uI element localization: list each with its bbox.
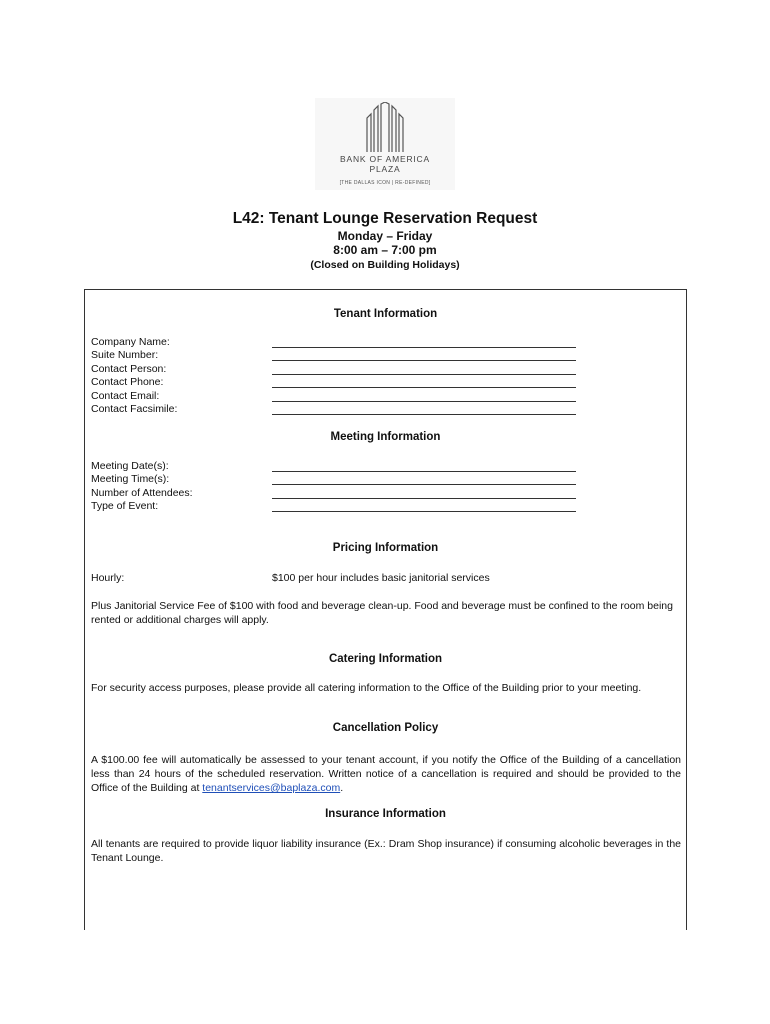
blank-line[interactable] [272, 376, 576, 388]
field-label: Suite Number: [91, 349, 159, 361]
field-label: Company Name: [91, 336, 170, 348]
hourly-label: Hourly: [91, 572, 125, 584]
cancellation-text [91, 753, 681, 795]
meeting-dates-field[interactable] [91, 460, 681, 474]
cancellation-period: . [340, 782, 344, 794]
blank-line[interactable] [272, 403, 576, 415]
logo-name: BANK OF AMERICA [340, 154, 430, 164]
hourly-value: $100 per hour includes basic janitorial services [272, 572, 490, 584]
company-name-field[interactable] [91, 336, 681, 350]
meeting-times-field[interactable] [91, 473, 681, 487]
catering-text: For security access purposes, please provide all catering information to the Office of the Building prior to your meeting. [91, 682, 642, 694]
event-type-field[interactable] [91, 500, 681, 514]
field-label: Contact Person: [91, 363, 167, 375]
blank-line[interactable] [272, 349, 576, 361]
field-label: Contact Facsimile: [91, 403, 178, 415]
field-label: Meeting Date(s): [91, 460, 169, 472]
insurance-text: All tenants are required to provide liquor liability insurance (Ex.: Dram Shop insurance) if consuming alcoholic beverages in the Tenant Lounge. [91, 838, 681, 864]
tenant-info-heading: Tenant Information [333, 308, 438, 320]
contact-phone-field[interactable] [91, 376, 681, 390]
janitorial-fee-text: Plus Janitorial Service Fee of $100 with food and beverage clean-up. Food and beverage must be confined to the room being rented or additional charges will apply. [91, 600, 673, 626]
cancellation-policy-heading: Cancellation Policy [332, 722, 439, 734]
reservation-form [84, 289, 687, 930]
tenant-services-email-link[interactable]: tenantservices@baplaza.com [202, 782, 341, 794]
field-label: Type of Event: [91, 500, 159, 512]
blank-line[interactable] [272, 487, 576, 499]
holiday-note: (Closed on Building Holidays) [310, 259, 460, 271]
skyscraper-logo-icon [363, 102, 407, 152]
contact-facsimile-field[interactable] [91, 403, 681, 417]
field-label: Number of Attendees: [91, 487, 193, 499]
page-title: L42: Tenant Lounge Reservation Request [232, 210, 538, 227]
catering-info-heading: Catering Information [328, 653, 443, 665]
field-label: Contact Email: [91, 390, 160, 402]
field-label: Contact Phone: [91, 376, 164, 388]
building-logo [315, 98, 455, 190]
days-text: Monday – Friday [337, 229, 433, 243]
suite-number-field[interactable] [91, 349, 681, 363]
blank-line[interactable] [272, 363, 576, 375]
pricing-info-heading: Pricing Information [332, 542, 439, 554]
contact-person-field[interactable] [91, 363, 681, 377]
contact-email-field[interactable] [91, 390, 681, 404]
blank-line[interactable] [272, 500, 576, 512]
logo-subname: PLAZA [369, 164, 401, 174]
blank-line[interactable] [272, 390, 576, 402]
insurance-info-heading: Insurance Information [325, 808, 446, 820]
meeting-info-heading: Meeting Information [330, 431, 441, 443]
logo-tagline: [THE DALLAS ICON | RE-DEFINED] [339, 180, 431, 186]
cancellation-body: A $100.00 fee will automatically be assessed to your tenant account, if you notify the Office of the Building of a cancellation less than 24 hours of the scheduled reservation. Written notice of a cancellation is required and should be provided to the Office of the Building at [91, 754, 681, 794]
blank-line[interactable] [272, 336, 576, 348]
field-label: Meeting Time(s): [91, 473, 170, 485]
blank-line[interactable] [272, 473, 576, 485]
hours-text: 8:00 am – 7:00 pm [333, 243, 437, 257]
attendees-field[interactable] [91, 487, 681, 501]
hourly-rate-row [91, 572, 681, 586]
blank-line[interactable] [272, 460, 576, 472]
